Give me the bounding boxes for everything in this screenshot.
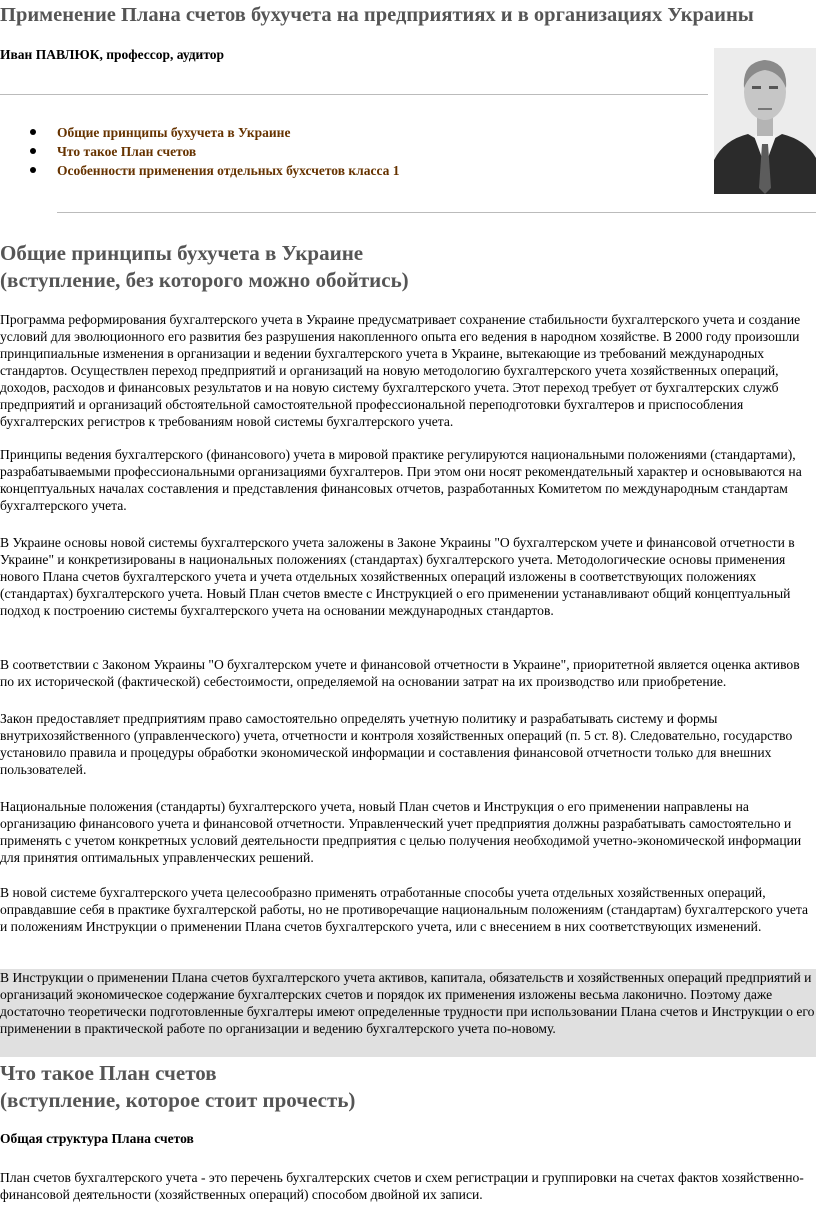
paragraph: Национальные положения (стандарты) бухгалтерского учета, новый План счетов и Инструкция о его применении направлены на организацию финансового учета и финансовой отчетности. Управленческий учет предприятия должны разрабатывать самостоятельно и применять с учетом конкретных условий деятельности предприятия с целью получения необходимой учетно-экономической информации для принятия оптимальных управленческих решений.	[0, 799, 802, 865]
highlighted-paragraph: В Инструкции о применении Плана счетов бухгалтерского учета активов, капитала, обязательств и хозяйственных операций предприятий и организаций экономическое содержание бухгалтерских счетов и порядок их применения изложены весьма лаконично. Поэтому даже достаточно теоретически подготовленные бухгалтеры имеют определенные трудности при использовании Плана счетов и Инструкции о его применении в практической работе по организации и ведению бухгалтерского учета по-новому.	[0, 969, 816, 1057]
section-heading-line: Что такое План счетов	[0, 1061, 217, 1085]
section-heading-chart-of-accounts	[0, 1060, 355, 1114]
divider	[57, 212, 816, 213]
toc-link-chart-of-accounts[interactable]: Что такое План счетов	[57, 144, 197, 159]
author-photo	[714, 48, 816, 194]
toc-item	[30, 161, 399, 180]
toc-link-class-1-accounts[interactable]: Особенности применения отдельных бухсчетов класса 1	[57, 163, 400, 178]
paragraph: Программа реформирования бухгалтерского учета в Украине предусматривает сохранение стабильности бухгалтерского учета и создание условий для эволюционного его развития без разрушения накопленного опыта его ведения в народном хозяйстве. В 2000 году произошли принципиальные изменения в организации и ведении бухгалтерского учета в Украине, вытекающие из требований международных стандартов. Осуществлен переход предприятий и организаций на новую методологию бухгалтерского учета хозяйственных операций, доходов, расходов и финансовых результатов и на новую систему бухгалтерского учета. Этот переход требует от бухгалтерских служб предприятий и организаций обстоятельной самостоятельной профессиональной переподготовки бухгалтеров и приспособления бухгалтерских регистров к требованиям новой системы бухгалтерского учета.	[0, 312, 801, 429]
toc-link-general-principles[interactable]: Общие принципы бухучета в Украине	[57, 125, 291, 140]
table-of-contents	[30, 123, 399, 180]
divider	[0, 94, 708, 95]
author-byline: Иван ПАВЛЮК, профессор, аудитор	[0, 47, 225, 62]
author-portrait-icon	[714, 48, 816, 194]
paragraph: План счетов бухгалтерского учета - это перечень бухгалтерских счетов и схем регистрации и группировки на счетах фактов хозяйственно-финансовой деятельности (хозяйственных операций) способом двойной их записи.	[0, 1170, 804, 1202]
bullet-icon	[30, 129, 36, 135]
page-title: Применение Плана счетов бухучета на предприятиях и в организациях Украины	[0, 4, 754, 26]
section-heading-subtitle: (вступление, без которого можно обойтись)	[0, 268, 409, 292]
section-heading-general-principles	[0, 240, 409, 294]
toc-item	[30, 123, 399, 142]
section-heading-line: Общие принципы бухучета в Украине	[0, 241, 364, 265]
paragraph: В Украине основы новой системы бухгалтерского учета заложены в Законе Украины "О бухгалтерском учете и финансовой отчетности в Украине" и конкретизированы в национальных положениях (стандартах) бухгалтерского учета. Методологические основы применения нового Плана счетов бухгалтерского учета и учета отдельных хозяйственных операций изложены в соответствующих положениях (стандартах) бухгалтерского учета. Новый План счетов вместе с Инструкцией о его применении устанавливают общий концептуальный подход к построению системы бухгалтерского учета на основании международных стандартов.	[0, 535, 795, 618]
section-heading-subtitle: (вступление, которое стоит прочесть)	[0, 1088, 356, 1112]
subheading: Общая структура Плана счетов	[0, 1131, 194, 1146]
bullet-icon	[30, 148, 36, 154]
paragraph: В соответствии с Законом Украины "О бухгалтерском учете и финансовой отчетности в Украине", приоритетной является оценка активов по их исторической (фактической) себестоимости, определяемой на основании затрат на их производство или приобретение.	[0, 657, 800, 689]
paragraph: В новой системе бухгалтерского учета целесообразно применять отработанные способы учета отдельных хозяйственных операций, оправдавшие себя в практике бухгалтерской работы, но не противоречащие национальным положениям (стандартам) бухгалтерского учета и положениям Инструкции о применении Плана счетов бухгалтерского учета, или с внесением в них соответствующих изменений.	[0, 885, 809, 934]
toc-item	[30, 142, 399, 161]
bullet-icon	[30, 167, 36, 173]
paragraph: Принципы ведения бухгалтерского (финансового) учета в мировой практике регулируются национальными положениями (стандартами), разрабатываемыми профессиональными организациями бухгалтеров. При этом они носят рекомендательный характер и основываются на концептуальных началах составления и представления финансовых отчетов, разработанных Комитетом по международным стандартам бухгалтерского учета.	[0, 447, 802, 513]
paragraph: Закон предоставляет предприятиям право самостоятельно определять учетную политику и разрабатывать систему и формы внутрихозяйственного (управленческого) учета, отчетности и контроля хозяйственных операций (п. 5 ст. 8). Следовательно, государство установило правила и процедуры обработки экономической информации и составления финансовой отчетности только для внешних пользователей.	[0, 711, 793, 777]
